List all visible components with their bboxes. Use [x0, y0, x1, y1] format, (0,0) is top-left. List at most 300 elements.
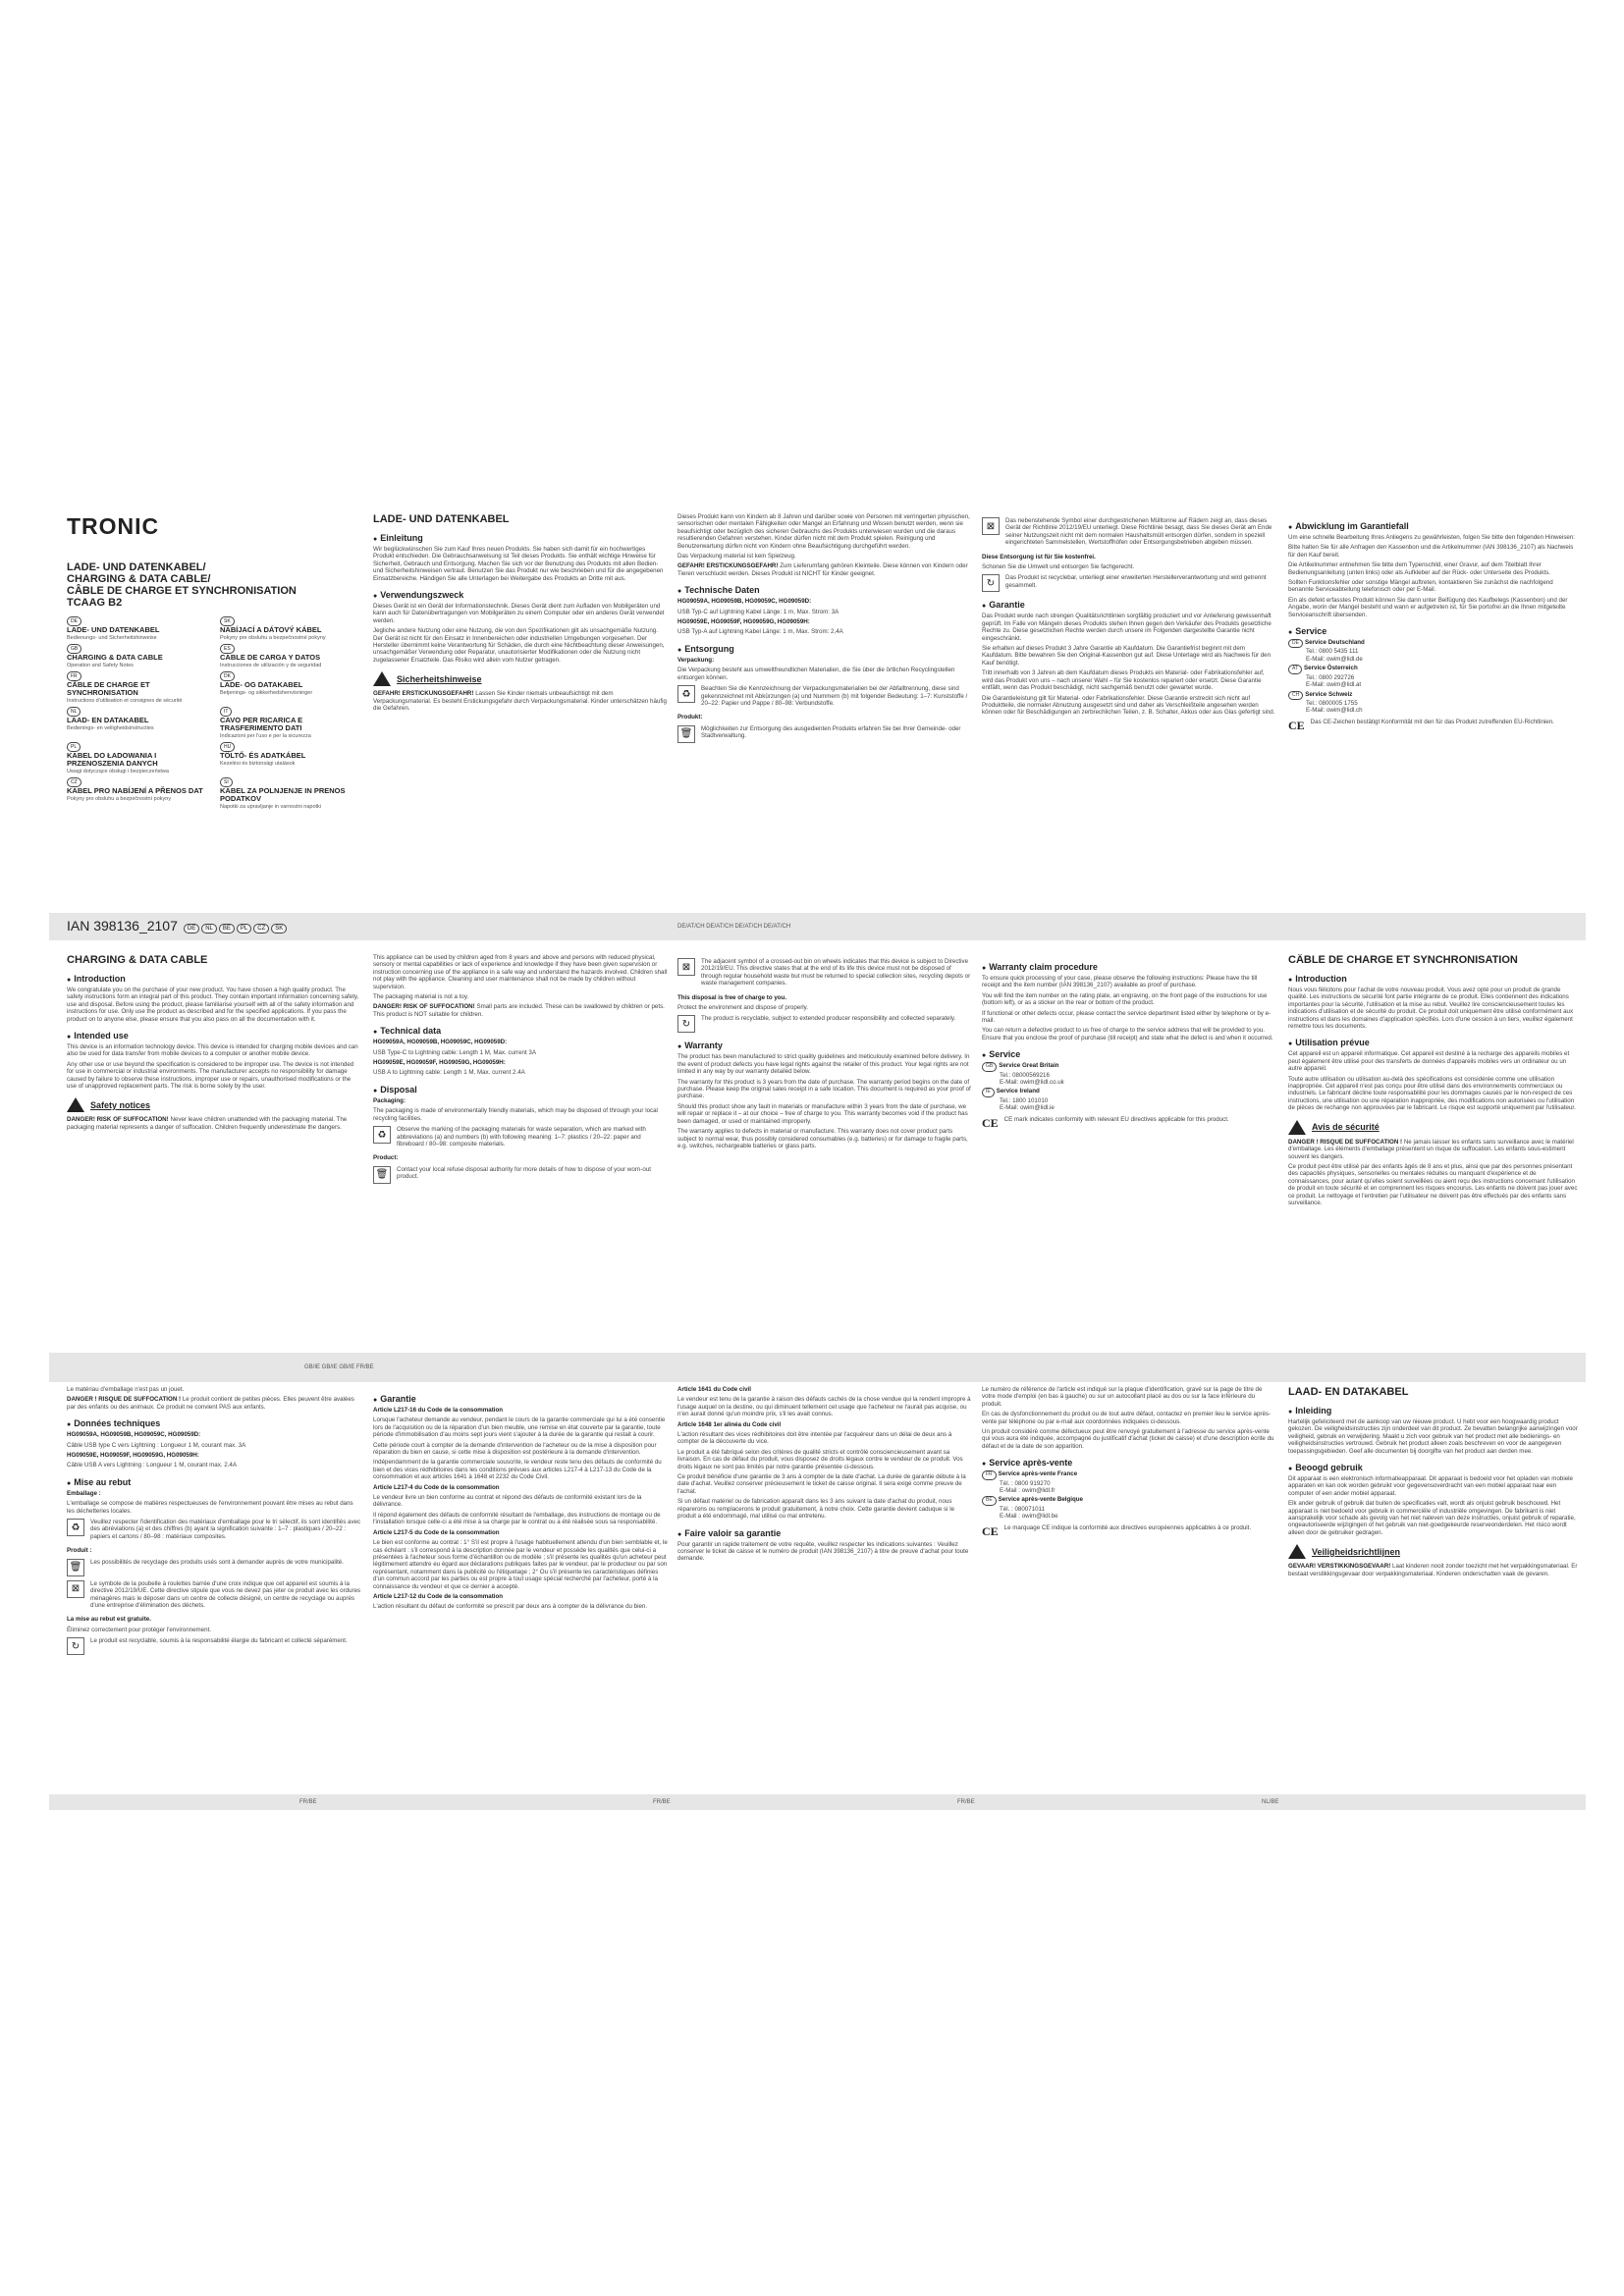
country-badge: SK	[220, 616, 235, 626]
disposal-row	[67, 1559, 361, 1576]
service-phone: Tel.: 0800005 1755	[1306, 699, 1358, 707]
paragraph: Bitte halten Sie für alle Anfragen den Kassenbon und die Artikelnummer (IAN 398136_2107) als Nachweis für den Kauf bereit.	[1288, 544, 1574, 559]
service-email[interactable]: E-Mail : owim@lidl.be	[1000, 1513, 1058, 1521]
warning-icon	[1288, 1120, 1306, 1135]
section-heading: ● Service	[1288, 626, 1578, 636]
language-subtitle: Instrucciones de utilización y de seguridad	[220, 663, 322, 668]
service-entry	[982, 1470, 1276, 1494]
spec-text: USB Typ-C auf Lightning Kabel Länge: 1 m, Max. Strom: 3A	[677, 608, 839, 615]
paragraph: Ce produit bénéficie d'une garantie de 3 ans à compter de la date d'achat. La durée de garantie débute à la date d'achat. Veuillez conserver précieusement le ticket de caisse original. Il sera exigé comme preuve de l'achat.	[677, 1473, 966, 1495]
service-list	[1288, 639, 1578, 715]
paragraph: Nous vous félicitons pour l'achat de votre nouveau produit. Vous avez opté pour un produit de grande qualité. Les instructions de sécurité font partie intégrante de ce produit. Elles contiennent des indications importantes pour la sécurité, l'utilisation et la mise au rebut. Veuillez lire consciencieusement toutes les indications d'utilisation et de sécurité du produit. Ce produit doit uniquement être utilisé conformément aux instructions et dans les domaines d'application spécifiés. Lors d'une cession à un tiers, veuillez également remettre tous les documents.	[1288, 987, 1574, 1031]
paragraph: Le matériau d'emballage n'est pas un jouet.	[67, 1386, 185, 1393]
warning-icon	[373, 671, 391, 686]
country-badge: DE	[1288, 639, 1303, 648]
service-name: Service Deutschland	[1304, 639, 1365, 647]
de-page-1	[373, 513, 668, 901]
paragraph: Veuillez respecter l'identification des matériaux d'emballage pour le tri sélectif, ils sont identifiés avec des abréviations (a) et des chiffres (b) ayant la signification suivante : 1–7 : plastiques / 20–22 : papiers et cartons / 80–98 : matériaux composites.	[90, 1519, 361, 1540]
language-subtitle: Instructions d'utilisation et consignes de sécurité	[67, 698, 183, 704]
triman-icon: ↻	[982, 574, 1000, 592]
country-badge: CZ	[67, 777, 81, 787]
paragraph: L'action résultant des vices rédhibitoires doit être intentée par l'acquéreur dans un délai de deux ans à compter de la découverte du vice.	[677, 1431, 952, 1446]
trash-icon: 🗑	[67, 1559, 84, 1576]
paragraph: Should this product show any fault in materials or manufacture within 3 years from the date of purchase, we will repair or replace it – at our choice – free of charge to you. This warranty becomes void if the product has been damaged, or used or maintained improperly.	[677, 1102, 968, 1125]
section-heading: ● Introduction	[67, 974, 361, 984]
paragraph: Le produit est recyclable, soumis à la responsabilité élargie du fabricant et collecté séparément.	[90, 1637, 348, 1645]
paragraph: This appliance can be used by children aged from 8 years and above and persons with reduced physical, sensory or mental capabilities or lack of experience and knowledge if they have been given supervision or instruction concerning use of the appliance in a safe way and understand the hazards involved. Children shall not play with the appliance. Cleaning and user maintenance shall not be made by children without supervision.	[373, 954, 668, 990]
fold-band	[49, 1353, 1586, 1382]
spec-text: Câble USB type C vers Lightning : Longueur 1 M, courant max. 3A	[67, 1441, 246, 1449]
service-list	[982, 1062, 1276, 1111]
page-footer-label: FR/BE	[299, 1799, 317, 1805]
paragraph: Le vendeur est tenu de la garantie à raison des défauts cachés de la chose vendue qui la rendent impropre à l'usage auquel on la destine, ou qui diminuent tellement cet usage que l'acheteur ne l'aurait pas acquise, ou n'en aurait donné qu'un moindre prix, s'il les avait connus.	[677, 1396, 971, 1418]
language-item	[220, 707, 361, 740]
language-subtitle: Bedienungs- und Sicherheitshinweise	[67, 635, 157, 641]
paragraph: The warranty applies to defects in material or manufacture. This warranty does not cover product parts subject to normal wear, thus possibly considered consumables (e.g. batteries) or for damage to fragile parts, e.g. switches, rechargeable batteries or glass parts.	[677, 1128, 968, 1149]
de-page-4	[1288, 513, 1578, 901]
safety-heading	[67, 1097, 361, 1112]
paragraph: Toute autre utilisation ou utilisation au-delà des spécifications est considérée comme une utilisation inappropriée. Cet appareil n'est pas conçu pour être utilisé dans des environnements commerciaux ou industriels. Le fabricant décline toute responsabilité pour les dommages causés par le non-respect de ces instructions, une utilisation ou une réparation inappropriée, des modifications non autorisées ou l'utilisation de pièces de rechange non approuvées par le fabricant. Le risque est supporté uniquement par l'utilisateur.	[1288, 1075, 1576, 1112]
language-title: KABEL DO ŁADOWANIA I PRZENOSZENIA DANYCH	[67, 751, 158, 768]
paragraph: The product has been manufactured to strict quality guidelines and meticulously examined before delivery. In the event of product defects you have legal rights against the retailer of this product. Your legal rights are not limited in any way by our warranty detailed below.	[677, 1053, 970, 1076]
paragraph: This disposal is free of charge to you.	[677, 993, 787, 1001]
language-title: TÖLTŐ- ÉS ADATKÁBEL	[220, 751, 306, 760]
paragraph: Um eine schnelle Bearbeitung Ihres Anliegens zu gewährleisten, folgen Sie bitte den folgenden Hinweisen:	[1288, 534, 1576, 541]
country-badge: PL	[67, 742, 81, 752]
paragraph: Zum Lieferumfang gehören Kleinteile. Diese können von Kindern oder Tieren verschluckt werden. Dieses Produkt ist NICHT für Kinder geeignet.	[677, 562, 968, 577]
country-badge: AT	[1288, 665, 1302, 673]
paragraph: Dit apparaat is een elektronisch informatieapparaat. Dit apparaat is bedoeld voor het opladen van mobiele apparaten en kan ook worden gebruikt voor gegevensoverdracht van een mobiel apparaat naar een computer of een ander mobiel apparaat.	[1288, 1475, 1573, 1497]
paragraph: Ein als defekt erfasstes Produkt können Sie dann unter Beifügung des Kaufbelegs (Kassenbon) und der Angabe, worin der Mangel besteht und wann er aufgetreten ist, für Sie portofrei an die Ihnen mitgeteilte Serviceanschrift übersenden.	[1288, 596, 1568, 618]
service-name: Service Great Britain	[999, 1062, 1059, 1070]
country-badge: DE	[184, 924, 199, 934]
service-phone: Tel.: 08000569216	[1000, 1071, 1050, 1079]
triman-row	[67, 1637, 361, 1655]
paragraph: Dieses Gerät ist ein Gerät der Informationstechnik. Dieses Gerät dient zum Aufladen von Mobilgeräten und kann auch für Datenübertragungen von Mobilgeräten zu einem Computer oder ein anderes Gerät verwendet werden.	[373, 603, 665, 624]
model-list: HG09059E, HG09059F, HG09059G, HG09059H:	[67, 1452, 199, 1460]
paragraph: Cette période court à compter de la demande d'intervention de l'acheteur ou de la mise à disposition pour réparation du bien en cause, si cette mise à disposition est postérieure à la demande d'intervention.	[373, 1441, 657, 1457]
section-heading: ● Abwicklung im Garantiefall	[1288, 521, 1578, 531]
language-item	[220, 644, 361, 669]
subheading: Verpackung:	[677, 656, 715, 664]
gb-page-3	[677, 954, 972, 1347]
language-item	[220, 777, 361, 811]
service-entry	[982, 1496, 1276, 1520]
language-item	[67, 777, 208, 811]
spec-text: USB Typ-A auf Lightning Kabel Länge: 1 m, Max. Strom: 2,4A	[677, 628, 843, 636]
safety-title: Avis de sécurité	[1312, 1122, 1380, 1133]
paragraph: Lassen Sie Kinder niemals unbeaufsichtigt mit dem Verpackungsmaterial. Es besteht Erstickungsgefahr durch Verpackungsmaterial. Kinder unterschätzen häufig die Gefahren.	[373, 690, 667, 713]
gb-page-1	[67, 954, 361, 1347]
paragraph: Ne jamais laisser les enfants sans surveillance avec le matériel d'emballage. Les éléments d'emballage présentent un risque de suffocation. Les enfants sous-estiment souvent les dangers.	[1288, 1138, 1574, 1160]
language-subtitle: Bedienings- en veiligheidsinstructies	[67, 725, 154, 731]
language-title: KABEL PRO NABÍJENÍ A PŘENOS DAT	[67, 786, 203, 795]
page-footer-label: DE/AT/CH DE/AT/CH DE/AT/CH DE/AT/CH	[677, 924, 791, 930]
country-badge: PL	[237, 924, 251, 934]
paragraph: Le numéro de référence de l'article est indiqué sur la plaque d'identification, gravé sur la page de titre de votre mode d'emploi (en bas à gauche) ou sur un autocollant placé au dos ou sur la face inférieure du produit.	[982, 1386, 1263, 1408]
paragraph: If functional or other defects occur, please contact the service department listed either by telephone or by e-mail.	[982, 1009, 1272, 1025]
subheading: Packaging:	[373, 1096, 406, 1104]
service-name: Service après-vente Belgique	[998, 1496, 1083, 1504]
warning-label: GEFAHR! ERSTICKUNGSGEFAHR!	[677, 562, 779, 570]
service-name: Service Ireland	[996, 1088, 1040, 1095]
recycling-icon: ♻	[677, 685, 695, 703]
country-badge: SK	[271, 924, 287, 934]
service-phone: Tél. : 080071011	[1000, 1505, 1045, 1513]
language-item	[220, 616, 361, 642]
country-badge: IE	[982, 1088, 995, 1096]
country-badge: NL	[201, 924, 217, 934]
nl-page-1	[1288, 1386, 1578, 1784]
service-entry	[1288, 691, 1578, 715]
paragraph: Wir beglückwünschen Sie zum Kauf Ihres neuen Produkts. Sie haben sich damit für ein hochwertiges Produkt entschieden. Die Gebrauchsanweisung ist Teil dieses Produkts. Sie enthält wichtige Hinweise für Sicherheit, Gebrauch und Entsorgung. Machen Sie sich vor der Benutzung des Produkts mit allen Bedien- und Sicherheitshinweisen vertraut. Benutzen Sie das Produkt nur wie beschrieben und für die angegebenen Einsatzbereiche. Händigen Sie alle Unterlagen bei Weitergabe des Produkts an Dritte mit aus.	[373, 546, 664, 582]
ian-number: IAN 398136_2107	[67, 918, 178, 934]
service-name: Service Österreich	[1304, 665, 1358, 672]
trash-icon: 🗑	[677, 725, 695, 743]
country-badge: FR	[67, 671, 81, 681]
paragraph: Jegliche andere Nutzung oder eine Nutzung, die von den Spezifikationen gilt als unsachgemäße Nutzung. Der Gerät ist nicht für den Einsatz in Innenbereichen oder industriellen Umgebungen vorgesehen. Der Hersteller übernimmt keine Verantwortung für Schäden, die durch eine Nichtbeachtung dieser Anweisungen, unsachgemäßer Verwendung oder Reparatur, unautorisierter Modifikationen oder die Nutzung nicht zugelassener Ersatzteile. Das Risiko wird allein vom Nutzer getragen.	[373, 627, 665, 664]
paragraph: Das Verpackung material ist kein Spielzeug.	[677, 553, 796, 561]
section-heading: ● Garantie	[982, 600, 1276, 610]
paragraph: CE mark indicates conformity with relevant EU directives applicable for this product.	[1003, 1115, 1229, 1123]
paragraph: Dieses Produkt kann von Kindern ab 8 Jahren und darüber sowie von Personen mit verringerten physischen, sensorischen oder mentalen Fähigkeiten oder Mangel an Erfahrung und Wissen benutzt werden, wenn sie beaufsichtigt oder bezüglich des sicheren Gebrauchs des Produkts unterwiesen wurden und die daraus resultierenden Gefahren verstehen. Kinder dürfen nicht mit dem Produkt spielen. Reinigung und Benutzerwartung dürfen nicht von Kindern ohne Beaufsichtigung durchgeführt werden.	[677, 513, 970, 550]
ce-row	[982, 1116, 1276, 1131]
page-title: LAAD- EN DATAKABEL	[1288, 1386, 1409, 1398]
paragraph: Laat kinderen nooit zonder toezicht met het verpakkingsmateriaal. Er bestaat verstikkingsgevaar door verpakkingsmateriaal. Kinderen onderschatten vaak de gevaren.	[1288, 1563, 1578, 1577]
ian-country-list	[184, 917, 289, 934]
language-title: LAAD- EN DATAKABEL	[67, 716, 149, 724]
paragraph: Contact your local refuse disposal authority for more details of how to dispose of your worn-out product.	[397, 1165, 651, 1181]
section-heading: ● Beoogd gebruik	[1288, 1463, 1578, 1472]
law-heading: Article L217-16 du Code de la consommation	[373, 1407, 504, 1414]
weee-row	[67, 1580, 361, 1613]
model-list: HG09059A, HG09059B, HG09059C, HG09059D:	[373, 1039, 508, 1046]
language-subtitle: Kezelési és biztonsági utalások	[220, 761, 296, 767]
triman-row	[677, 1015, 972, 1033]
paragraph: Observe the marking of the packaging materials for waste separation, which are marked with abbreviations (a) and numbers (b) with following meaning: 1–7: plastics / 20–22: paper and fibreboard / 80–98: composite materials.	[397, 1126, 646, 1148]
language-title: CÂBLE DE CHARGE ET SYNCHRONISATION	[67, 680, 150, 697]
brand-logo: TRONIC	[67, 513, 160, 539]
cover-title-line: LADE- UND DATENKABEL/	[67, 561, 206, 573]
law-heading: Article L217-5 du Code de la consommation	[373, 1528, 500, 1536]
model-list: HG09059A, HG09059B, HG09059C, HG09059D:	[67, 1431, 201, 1439]
triman-icon: ↻	[67, 1637, 84, 1655]
cover-title-line: CÂBLE DE CHARGE ET SYNCHRONISATION	[67, 585, 297, 597]
trash-icon: 🗑	[373, 1166, 391, 1184]
section-heading: ● Warranty claim procedure	[982, 962, 1276, 972]
paragraph: You can return a defective product to us free of charge to the service address that will be provided to you. Ensure that you enclose the proof of purchase (till receipt) and state what the defect is and when it occurred.	[982, 1027, 1273, 1041]
law-heading: Article 1641 du Code civil	[677, 1386, 751, 1393]
language-item	[67, 742, 208, 775]
triman-row	[982, 574, 1276, 592]
cover-page	[67, 513, 361, 896]
section-heading: ● Mise au rebut	[67, 1477, 361, 1487]
language-subtitle: Operation and Safety Notes	[67, 663, 134, 668]
ce-mark-icon: CE	[982, 1115, 999, 1130]
subheading: Produkt:	[677, 714, 703, 721]
page-footer-label: FR/BE	[653, 1799, 671, 1805]
warning-label: DANGER! RISK OF SUFFOCATION!	[67, 1116, 169, 1124]
country-badge: IT	[220, 707, 232, 717]
paragraph: The warranty for this product is 3 years from the date of purchase. The warranty period begins on the date of purchase. Please keep the original sales receipt in a safe location. This document is required as your proof of purchase.	[677, 1078, 971, 1100]
paragraph: Never leave children unattended with the packaging material. The packaging material represents a danger of suffocation. Children frequently underestimate the dangers.	[67, 1116, 348, 1131]
language-title: KABEL ZA POLNJENJE IN PRENOS PODATKOV	[220, 786, 346, 803]
recycling-icon: ♻	[373, 1126, 391, 1144]
section-heading: ● Service après-vente	[982, 1458, 1276, 1468]
paragraph: Cet appareil est un appareil informatique. Cet appareil est destiné à la recharge des appareils mobiles et peut également être utilisé pour des transferts de données d'appareils mobiles vers un ordinateur ou un autre appareil.	[1288, 1050, 1570, 1073]
country-badge: BE	[219, 924, 235, 934]
language-item	[67, 671, 208, 705]
crossed-bin-icon: ⊠	[677, 958, 695, 976]
crossed-bin-icon: ⊠	[67, 1580, 84, 1598]
crossed-bin-icon: ⊠	[982, 517, 1000, 535]
paragraph: En cas de dysfonctionnement du produit ou de tout autre défaut, contactez en premier lieu le service après-vente par téléphone ou par e-mail aux coordonnées indiquées ci-dessous.	[982, 1411, 1272, 1425]
bottom-sheet	[49, 1382, 1586, 1794]
country-badge: GB	[982, 1062, 997, 1071]
country-badge: DE	[67, 616, 81, 626]
paragraph: The packaging is made of environmentally friendly materials, which may be disposed of through your local recycling facilities.	[373, 1107, 658, 1122]
safety-heading	[1288, 1120, 1578, 1135]
ian-box	[67, 917, 289, 934]
paragraph: The adjacent symbol of a crossed-out bin on wheels indicates that this device is subject to Directive 2012/19/EU. This directive states that at the end of its life this device must not be disposed of through regular household waste but must be returned to special collection sites, recycling depots or waste management companies.	[701, 958, 971, 988]
subheading: Product:	[373, 1154, 399, 1162]
section-heading: ● Garantie	[373, 1394, 668, 1404]
language-subtitle: Uwagi dotyczące obsługi i bezpieczeństwa	[67, 769, 169, 774]
paragraph: To ensure quick processing of your case, please observe the following instructions: Please have the till receipt and the item number (IAN 398136_2107) available as proof of purchase.	[982, 975, 1258, 989]
language-title: CAVO PER RICARICA E TRASFERIMENTO DATI	[220, 716, 303, 732]
de-page-2	[677, 513, 972, 901]
recycling-row	[677, 685, 972, 710]
paragraph: This device is an information technology device. This device is intended for charging mobile devices and can also be used for data transfer from mobile devices to a computer or another mobile device.	[67, 1043, 358, 1058]
safety-heading	[1288, 1544, 1578, 1559]
subheading: Produit :	[67, 1547, 92, 1555]
language-title: NABÍJACÍ A DÁTOVÝ KÁBEL	[220, 625, 322, 634]
paragraph: L'emballage se compose de matières respectueuses de l'environnement pouvant être mises au rebut dans les déchetteries locales.	[67, 1500, 353, 1515]
paragraph: Sollten Funktionsfehler oder sonstige Mängel auftreten, kontaktieren Sie zunächst die nachfolgend benannte Serviceabteilung telefonisch oder per E-Mail.	[1288, 579, 1553, 594]
paragraph: Elk ander gebruik of gebruik dat buiten de specificaties valt, wordt als onjuist gebruik beschouwd. Het apparaat is niet bedoeld voor gebruik in commerciële of industriële omgevingen. De fabrikant is niet aansprakelijk voor schade als gevolg van het niet naleven van deze instructies, onjuist gebruik of reparatie, ongeautoriseerde wijzigingen of het gebruik van niet-goedgekeurde reserveonderdelen. Het risico wordt alleen door de gebruiker gedragen.	[1288, 1500, 1576, 1536]
warning-label: DANGER ! RISQUE DE SUFFOCATION !	[1288, 1138, 1403, 1146]
paragraph: Ce produit peut être utilisé par des enfants âgés de 8 ans et plus, ainsi que par des personnes présentant des capacités physiques, sensorielles ou mentales réduites ou manquant d'expérience et de connaissances, pour autant qu'elles soient surveillées ou aient reçu des instructions concernant l'utilisation de produit en toute sécurité et en comprennent les risques encourus. Les enfants ne doivent pas jouer avec ce produit. Le nettoyage et l'entretien par l'utilisateur ne doivent pas être effectués par des enfants sans surveillance.	[1288, 1162, 1578, 1206]
country-badge: FR	[982, 1470, 997, 1479]
page-footer-label: NL/BE	[1262, 1799, 1279, 1805]
service-entry	[1288, 639, 1578, 663]
weee-row	[982, 517, 1276, 550]
paragraph: Les possibilités de recyclage des produits usés sont à demander auprès de votre municipalité.	[90, 1558, 344, 1566]
law-heading: Article L217-12 du Code de la consommation	[373, 1592, 504, 1600]
service-email[interactable]: E-Mail: owim@lidl.ch	[1306, 707, 1363, 715]
language-subtitle: Napotki za upravljanje in varnostni napotki	[220, 804, 322, 810]
paragraph: The packaging material is not a toy.	[373, 993, 469, 1001]
recycling-row	[67, 1519, 361, 1543]
law-heading: Article L217-4 du Code de la consommation	[373, 1483, 500, 1491]
language-list	[67, 616, 361, 811]
paragraph: Éliminez correctement pour protéger l'environnement.	[67, 1626, 212, 1633]
subheading: Emballage :	[67, 1489, 101, 1497]
service-phone: Tél. : 0800 919270	[1000, 1479, 1051, 1487]
country-badge: CZ	[253, 924, 269, 934]
safety-title: Sicherheitshinweise	[397, 673, 482, 684]
paragraph: Hartelijk gefeliciteerd met de aankoop van uw nieuwe product. U hebt voor een hoogwaardig product gekozen. De veiligheidsinstructies zijn onderdeel van dit product. Ze bevatten belangrijke aanwijzingen voor veiligheid, gebruik en verwijdering. Maakt u zich voor gebruik van het product met alle bedienings- en veiligheidsinstructies vertrouwd. Gebruik het product alleen zoals beschreven en voor de aangegeven toepassingsgebieden. Geef alle documenten bij doorgifte van het product aan derden mee.	[1288, 1418, 1578, 1455]
service-entry	[1288, 665, 1578, 688]
service-email[interactable]: E-Mail: owim@lidl.at	[1306, 681, 1362, 689]
safety-heading	[373, 671, 668, 686]
page-title: CHARGING & DATA CABLE	[67, 954, 208, 966]
country-badge: GB	[67, 644, 81, 654]
paragraph: Möglichkeiten zur Entsorgung des ausgedienten Produkts erfahren Sie bei Ihrer Gemeinde- oder Stadtverwaltung.	[701, 724, 961, 740]
page-footer-label: FR/BE	[957, 1799, 975, 1805]
warning-label: GEFAHR! ERSTICKUNGSGEFAHR!	[373, 690, 474, 698]
disposal-row	[677, 725, 972, 743]
model-list: HG09059E, HG09059F, HG09059G, HG09059H:	[373, 1059, 506, 1067]
law-heading: Article 1648 1er alinéa du Code civil	[677, 1420, 782, 1428]
section-heading: ● Verwendungszweck	[373, 590, 668, 600]
paragraph: La mise au rebut est gratuite.	[67, 1616, 151, 1624]
paragraph: Die Artikelnummer entnehmen Sie bitte dem Typenschild, einer Gravur, auf dem Titelblatt Ihrer Bedienungsanleitung (unten links) oder als Aufkleber auf der Rück- oder Unterseite des Produkts.	[1288, 561, 1550, 576]
page-title: CÂBLE DE CHARGE ET SYNCHRONISATION	[1288, 954, 1518, 966]
model-list: HG09059A, HG09059B, HG09059C, HG09059D:	[677, 598, 812, 606]
section-heading: ● Introduction	[1288, 974, 1578, 984]
service-email[interactable]: E-Mail: owim@lidl.de	[1306, 655, 1363, 663]
country-badge: ES	[220, 644, 235, 654]
triman-icon: ↻	[677, 1015, 695, 1033]
paragraph: Le marquage CE indique la conformité aux directives européennes applicables à ce produit.	[1003, 1523, 1252, 1531]
service-email[interactable]: E-Mail: owim@lidl.ie	[1000, 1104, 1055, 1112]
fr-page-4	[677, 1386, 972, 1784]
fold-band	[49, 1794, 1586, 1810]
de-page-3	[982, 513, 1276, 901]
service-list	[982, 1470, 1276, 1520]
language-subtitle: Indicazioni per l'uso e per la sicurezza	[220, 733, 311, 739]
paragraph: Das CE-Zeichen bestätigt Konformität mit den für das Produkt zutreffenden EU-Richtlinien.	[1310, 718, 1554, 725]
ce-mark-icon: CE	[1288, 718, 1305, 732]
ce-row	[1288, 719, 1578, 733]
paragraph: You will find the item number on the rating plate, an engraving, on the front page of the instructions for use (bottom left), or as a sticker on the rear or bottom of the product.	[982, 991, 1268, 1007]
paragraph: The product is recyclable, subject to extended producer responsibility and collected separately.	[701, 1015, 956, 1023]
fr-page-2	[67, 1386, 361, 1784]
page-title: LADE- UND DATENKABEL	[373, 513, 510, 525]
ce-mark-icon: CE	[982, 1523, 999, 1538]
service-entry	[982, 1088, 1276, 1111]
country-badge: DK	[220, 671, 235, 681]
paragraph: We congratulate you on the purchase of your new product. You have chosen a high quality product. The safety instructions form an integral part of this product. They contain important information concerning safety, use and disposal. Before using the product, please familiarise yourself with all of the safety information and instructions for use. Only use the product as described and for the specified applications. If you pass the product on to anyone else, please ensure that you also pass on all the documentation with it.	[67, 987, 359, 1023]
country-badge: NL	[67, 707, 81, 717]
service-name: Service Schweiz	[1305, 690, 1353, 698]
country-badge: CH	[1288, 691, 1303, 700]
safety-title: Veiligheidsrichtlijnen	[1312, 1546, 1401, 1557]
language-subtitle: Betjenings- og sikkerhedshenvisninger	[220, 690, 313, 696]
language-subtitle: Pokyny pre obsluhu a bezpečnostné pokyny	[220, 635, 326, 641]
paragraph: Il répond également des défauts de conformité résultant de l'emballage, des instructions de montage ou de l'installation lorsque celle-ci a été mise à sa charge par le contrat ou a été réalisée sous sa responsabilité.	[373, 1511, 661, 1526]
paragraph: Le produit a été fabriqué selon des critères de qualité stricts et contrôlé consciencieusement avant sa livraison. En cas de défaut du produit, vous disposez de droits légaux contre le vendeur de ce produit. Vos droits légaux ne sont pas limités par notre garantie présentée ci-dessous.	[677, 1448, 963, 1470]
paragraph: Beachten Sie die Kennzeichnung der Verpackungsmaterialien bei der Abfalltrennung, diese sind gekennzeichnet mit Abkürzungen (a) und Nummern (b) mit folgender Bedeutung: 1–7: Kunststoffe / 20–22: Papier und Pappe / 80–98: Verbundstoffe.	[701, 685, 968, 707]
language-item	[220, 742, 361, 775]
country-badge: HU	[220, 742, 235, 752]
gb-page-2	[373, 954, 668, 1347]
paragraph: Protect the environment and dispose of properly.	[677, 1004, 808, 1012]
service-phone: Tel.: 0800 5435 111	[1306, 648, 1359, 656]
fr-page-3	[373, 1386, 668, 1784]
country-badge: BE	[982, 1496, 997, 1505]
gb-page-4	[982, 954, 1276, 1347]
warning-label: DANGER! RISK OF SUFFOCATION!	[373, 1003, 475, 1011]
paragraph: Das Produkt wurde nach strengen Qualitätsrichtlinien sorgfältig produziert und vor Anlieferung gewissenhaft geprüft. Im Falle von Mängeln dieses Produkts stehen Ihnen gegen den Verkäufer des Produkts gesetzliche Rechte zu. Diese gesetzlichen Rechte werden durch unsere im Folgenden dargestellte Garantie nicht eingeschränkt.	[982, 613, 1272, 642]
service-phone: Tel.: 0800 292726	[1306, 673, 1355, 681]
cover-title-block	[67, 561, 361, 609]
paragraph: Si un défaut matériel ou de fabrication apparaît dans les 3 ans suivant la date d'achat du produit, nous réparerons ou remplacerons le produit gratuitement, à notre choix. Cette garantie devient caduque si le produit a été endommagé, mal utilisé ou mal entretenu.	[677, 1498, 955, 1521]
language-subtitle: Pokyny pro obsluhu a bezpečnostní pokyny	[67, 796, 172, 802]
warning-icon	[1288, 1544, 1306, 1559]
cover-title-line: CHARGING & DATA CABLE/	[67, 573, 211, 585]
section-heading: ● Technische Daten	[677, 585, 972, 595]
section-heading: ● Utilisation prévue	[1288, 1038, 1578, 1047]
language-item	[67, 616, 208, 642]
language-title: LADE- UND DATENKABEL	[67, 625, 160, 634]
paragraph: Indépendamment de la garantie commerciale souscrite, le vendeur reste tenu des défauts de conformité du bien et des vices rédhibitoires dans les conditions prévues aux articles L217-4 à L217-13 du Code de la consommation et aux articles 1641 à 1648 et 2232 du Code Civil.	[373, 1459, 662, 1481]
fr-page-1	[1288, 954, 1578, 1347]
warning-label: DANGER ! RISQUE DE SUFFOCATION !	[67, 1396, 182, 1404]
language-item	[67, 644, 208, 669]
ce-row	[982, 1524, 1276, 1539]
language-title: LADE- OG DATAKABEL	[220, 680, 303, 689]
service-entry	[982, 1062, 1276, 1086]
paragraph: Le produit contient de petites pièces. Elles peuvent être avalées par des enfants ou des animaux. Ce produit ne convient PAS aux enfants.	[67, 1396, 354, 1411]
country-badge: SI	[220, 777, 233, 787]
service-email[interactable]: E-Mail : owim@lidl.fr	[1000, 1487, 1056, 1495]
paragraph: Die Verpackung besteht aus umweltfreundlichen Materialien, die Sie über die örtlichen Recyclingstellen entsorgen können.	[677, 667, 955, 681]
paragraph: Das Produkt ist recyclebar, unterliegt einer erweiterten Herstellerverantwortung und wird getrennt gesammelt.	[1005, 574, 1267, 589]
paragraph: Das nebenstehende Symbol einer durchgestrichenen Mülltonne auf Rädern zeigt an, dass dieses Gerät der Richtlinie 2012/19/EU unterliegt. Diese Richtlinie besagt, dass Sie dieses Gerät am Ende seiner Nutzungszeit nicht mit dem normalen Haushaltsmüll entsorgen dürfen, sondern in speziell eingerichteten Sammelstellen, Wertstoffhöfen oder Entsorgungsbetrieben abgeben müssen.	[1005, 517, 1272, 547]
recycling-row	[373, 1126, 668, 1150]
paragraph: Diese Entsorgung ist für Sie kostenfrei.	[982, 553, 1096, 561]
section-heading: ● Service	[982, 1049, 1276, 1059]
fr-page-5	[982, 1386, 1276, 1784]
warning-icon	[67, 1097, 84, 1112]
section-heading: ● Einleitung	[373, 533, 668, 543]
paragraph: Sie erhalten auf dieses Produkt 3 Jahre Garantie ab Kaufdatum. Die Garantiefrist beginnt mit dem Kaufdatum. Bitte bewahren Sie den Original-Kassenbon gut auf. Diese Unterlage wird als Nachweis für den Kauf benötigt.	[982, 645, 1272, 667]
paragraph: Any other use or use beyond the specification is considered to be improper use. The device is not intended for use in commercial or industrial environments. The manufacturer accepts no responsibility for damage caused by failure to observe these instructions, improper use or repairs, unauthorised modifications or the use of unapproved replacement parts. The risk is borne solely by the user.	[67, 1060, 354, 1091]
page-footer-label: GB/IE GB/IE GB/IE FR/BE	[304, 1364, 374, 1370]
language-item	[67, 707, 208, 740]
paragraph: Pour garantir un rapide traitement de votre requête, veuillez respecter les indications suivantes : Veuillez conserver le ticket de caisse et le numéro de produit (IAN 398136_2107) à titre de preuve d'achat pour toute demande.	[677, 1540, 969, 1563]
paragraph: Le vendeur livre un bien conforme au contrat et répond des défauts de conformité existant lors de la délivrance.	[373, 1494, 642, 1509]
paragraph: Die Garantieleistung gilt für Material- oder Fabrikationsfehler. Diese Garantie erstreckt sich nicht auf Produktteile, die normaler Abnutzung ausgesetzt sind und daher als Verschleißteile angesehen werden können oder für Beschädigungen an zerbrechlichen Teilen, z. B. Schalter, Akkus oder aus Glas gefertigt sind.	[982, 694, 1275, 717]
paragraph: L'action résultant du défaut de conformité se prescrit par deux ans à compter de la délivrance du bien.	[373, 1603, 648, 1611]
language-title: CABLE DE CARGA Y DATOS	[220, 653, 321, 662]
section-heading: ● Données techniques	[67, 1418, 361, 1428]
section-heading: ● Faire valoir sa garantie	[677, 1528, 972, 1538]
spec-text: USB Type-C to Lightning cable: Length 1 M, Max. current 3A	[373, 1048, 537, 1056]
model-list: HG09059E, HG09059F, HG09059G, HG09059H:	[677, 618, 810, 626]
section-heading: ● Technical data	[373, 1026, 668, 1036]
recycling-icon: ♻	[67, 1519, 84, 1536]
service-phone: Tel.: 1800 101010	[1000, 1096, 1049, 1104]
paragraph: Lorsque l'acheteur demande au vendeur, pendant le cours de la garantie commerciale qui lui a été consentie lors de l'acquisition ou de la réparation d'un bien meuble, une remise en état couverte par la garantie, toute période d'immobilisation d'au moins sept jours vient s'ajouter à la durée de la garantie qui restait à courir.	[373, 1416, 666, 1439]
disposal-row	[373, 1166, 668, 1184]
section-heading: ● Inleiding	[1288, 1406, 1578, 1415]
top-sheet	[49, 486, 1586, 913]
cover-model: TCAAG B2	[67, 597, 123, 609]
section-heading: ● Disposal	[373, 1085, 668, 1095]
paragraph: Un produit considéré comme défectueux peut être renvoyé gratuitement à l'adresse du service après-vente qui vous aura été indiquée, accompagné du justificatif d'achat (ticket de caisse) et d'une description écrite du défaut et de la date de son apparition.	[982, 1428, 1274, 1450]
weee-row	[677, 958, 972, 990]
paragraph: Schonen Sie die Umwelt und entsorgen Sie fachgerecht.	[982, 563, 1135, 571]
section-heading: ● Warranty	[677, 1041, 972, 1050]
spec-text: USB A to Lightning cable: Length 1 M, Max. current 2.4A	[373, 1069, 525, 1077]
section-heading: ● Entsorgung	[677, 644, 972, 654]
language-title: CHARGING & DATA CABLE	[67, 653, 163, 662]
warning-label: GEVAAR! VERSTIKKINGSGEVAAR!	[1288, 1563, 1391, 1571]
service-email[interactable]: E-Mail: owim@lidl.co.uk	[1000, 1079, 1064, 1087]
